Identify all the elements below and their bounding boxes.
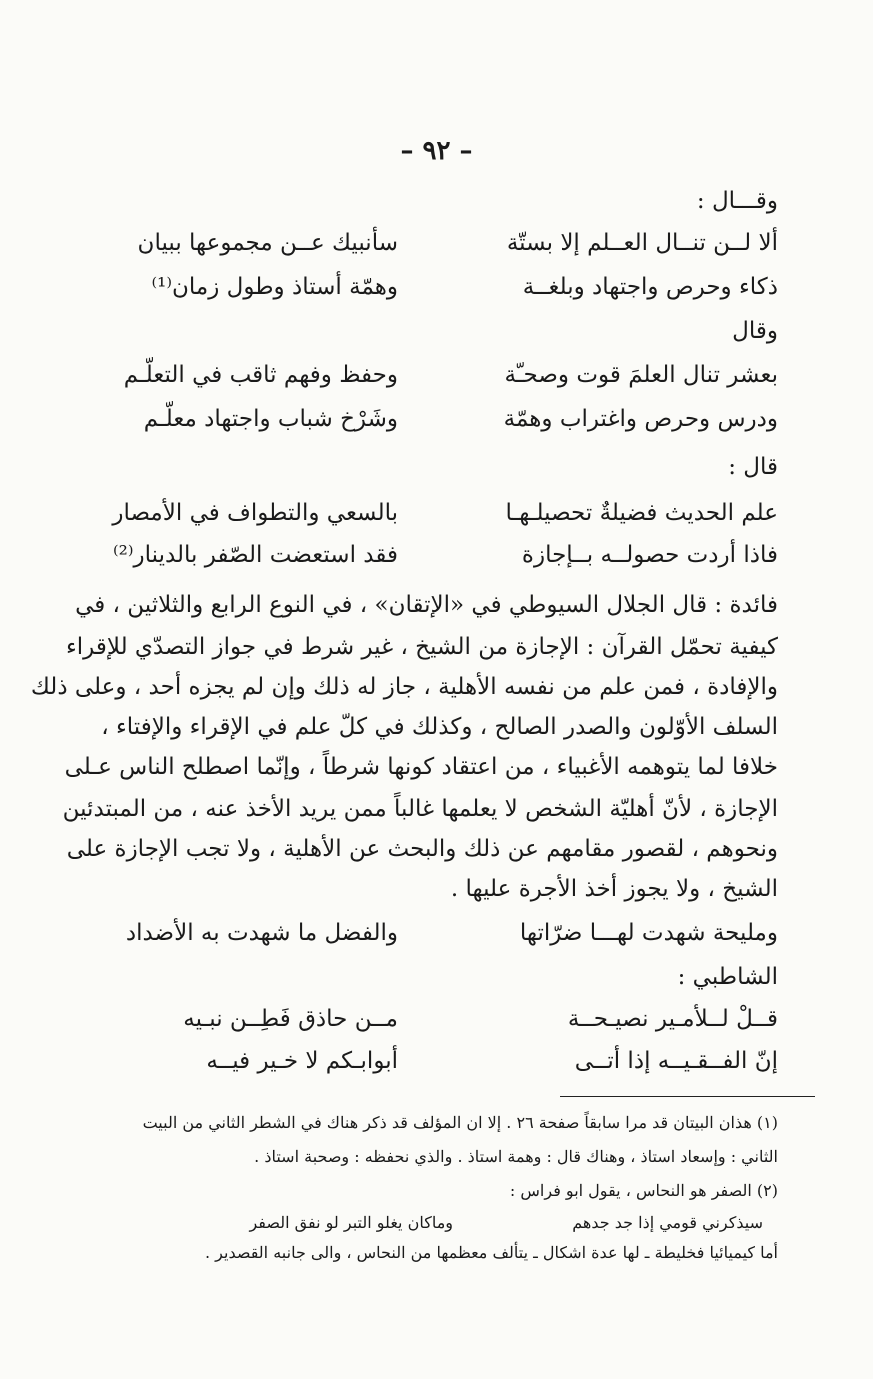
- verse-first-hemistich: سيذكرني قومي إذا جد جدهم: [572, 1213, 763, 1232]
- verse-first-hemistich: ومليحة شهدت لهـــا ضرّاتها: [519, 920, 778, 946]
- verse-second-hemistich: مــن حاذق فَطِــن نبـيه: [183, 1006, 398, 1032]
- page-number: – ٩٢ –: [400, 136, 473, 166]
- prose-line: والإفادة ، فمن علم من نفسه الأهلية ، جاز له ذلك وإن لم يجزه أحد ، وعلى ذلك: [30, 674, 778, 700]
- verse-line: [88, 360, 778, 390]
- verse-first-hemistich: ألا لــن تنــال العــلم إلا بستّة: [506, 230, 778, 256]
- footnote-line: (٢) الصفر هو النحاس ، يقول ابو فراس :: [509, 1181, 778, 1200]
- intro-line: الشاطبي :: [677, 964, 778, 990]
- verse-second-hemistich: سأنبيك عــن مجموعها ببيان: [137, 230, 398, 256]
- intro-line: وقـــال :: [696, 188, 778, 214]
- verse-line: [88, 498, 778, 528]
- prose-line: فائدة : قال الجلال السيوطي في «الإتقان» ، في النوع الرابع والثلاثين ، في: [75, 592, 778, 618]
- verse-second-hemistich: وماكان يغلو التبر لو نفق الصفر: [249, 1213, 453, 1232]
- verse-first-hemistich: فاذا أردت حصولــه بــإجازة: [521, 542, 778, 568]
- prose-line: خلافا لما يتوهمه الأغبياء ، من اعتقاد كونها شرطاً ، وإنّما اصطلح الناس عـلى: [64, 754, 778, 780]
- verse-first-hemistich: علم الحديث فضيلةٌ تحصيلـهـا: [505, 500, 778, 526]
- verse-second-hemistich: وحفظ وفهم ثاقب في التعلّـم: [123, 362, 398, 388]
- verse-line: [88, 1004, 778, 1034]
- verse-first-hemistich: بعشر تنال العلمَ قوت وصحـّة: [504, 362, 778, 388]
- verse-second-hemistich: وهمّة أستاذ وطول زمان⁽¹⁾: [151, 274, 398, 300]
- verse-line: [88, 228, 778, 258]
- verse-second-hemistich: فقد استعضت الصّفر بالدينار⁽²⁾: [112, 542, 398, 568]
- verse-first-hemistich: ودرس وحرص واغتراب وهمّة: [503, 406, 778, 432]
- verse-second-hemistich: وشَرْخ شباب واجتهاد معلّـم: [143, 406, 398, 432]
- verse-line: [88, 918, 778, 948]
- footnote-line: (١) هذان البيتان قد مرا سابقاً صفحة ٢٦ . إلا ان المؤلف قد ذكر هناك في الشطر الثاني من البيت: [142, 1113, 778, 1132]
- verse-second-hemistich: والفضل ما شهدت به الأضداد: [125, 920, 398, 946]
- verse-line: [88, 272, 778, 302]
- verse-line: [88, 540, 778, 570]
- verse-first-hemistich: إنّ الفــقـيــه إذا أتــى: [574, 1048, 778, 1074]
- prose-line: ونحوهم ، لقصور مقامهم عن ذلك والبحث عن الأهلية ، ولا تجب الإجازة على: [66, 836, 778, 862]
- prose-line: الشيخ ، ولا يجوز أخذ الأجرة عليها .: [450, 876, 778, 902]
- footnote-separator: [560, 1096, 815, 1097]
- verse-line: [88, 404, 778, 434]
- footnote-verse: [103, 1212, 763, 1234]
- footnote-line: أما كيميائيا فخليطة ـ لها عدة اشكال ـ يتألف معظمها من النحاس ، والى جانبه القصدير .: [204, 1243, 778, 1262]
- verse-first-hemistich: ذكاء وحرص واجتهاد وبلغــة: [522, 274, 778, 300]
- verse-second-hemistich: أبوابـكم لا خـير فيــه: [206, 1048, 398, 1074]
- prose-line: الإجازة ، لأنّ أهليّة الشخص لا يعلمها غالباً ممن يريد الأخذ عنه ، من المبتدئين: [62, 796, 778, 822]
- prose-line: السلف الأوّلون والصدر الصالح ، وكذلك في كلّ علم في الإقراء والإفتاء ،: [101, 714, 778, 740]
- footnote-line: الثاني : وإسعاد استاذ ، وهناك قال : وهمة استاذ . والذي نحفظه : وصحبة استاذ .: [254, 1147, 778, 1166]
- verse-second-hemistich: بالسعي والتطواف في الأمصار: [112, 500, 398, 526]
- verse-line: [88, 1046, 778, 1076]
- intro-line: قال :: [728, 454, 778, 480]
- verse-first-hemistich: قــلْ لــلأمـير نصيـحــة: [567, 1006, 778, 1032]
- intro-line: وقال: [732, 318, 778, 344]
- prose-line: كيفية تحمّل القرآن : الإجازة من الشيخ ، غير شرط في جواز التصدّي للإقراء: [65, 634, 778, 660]
